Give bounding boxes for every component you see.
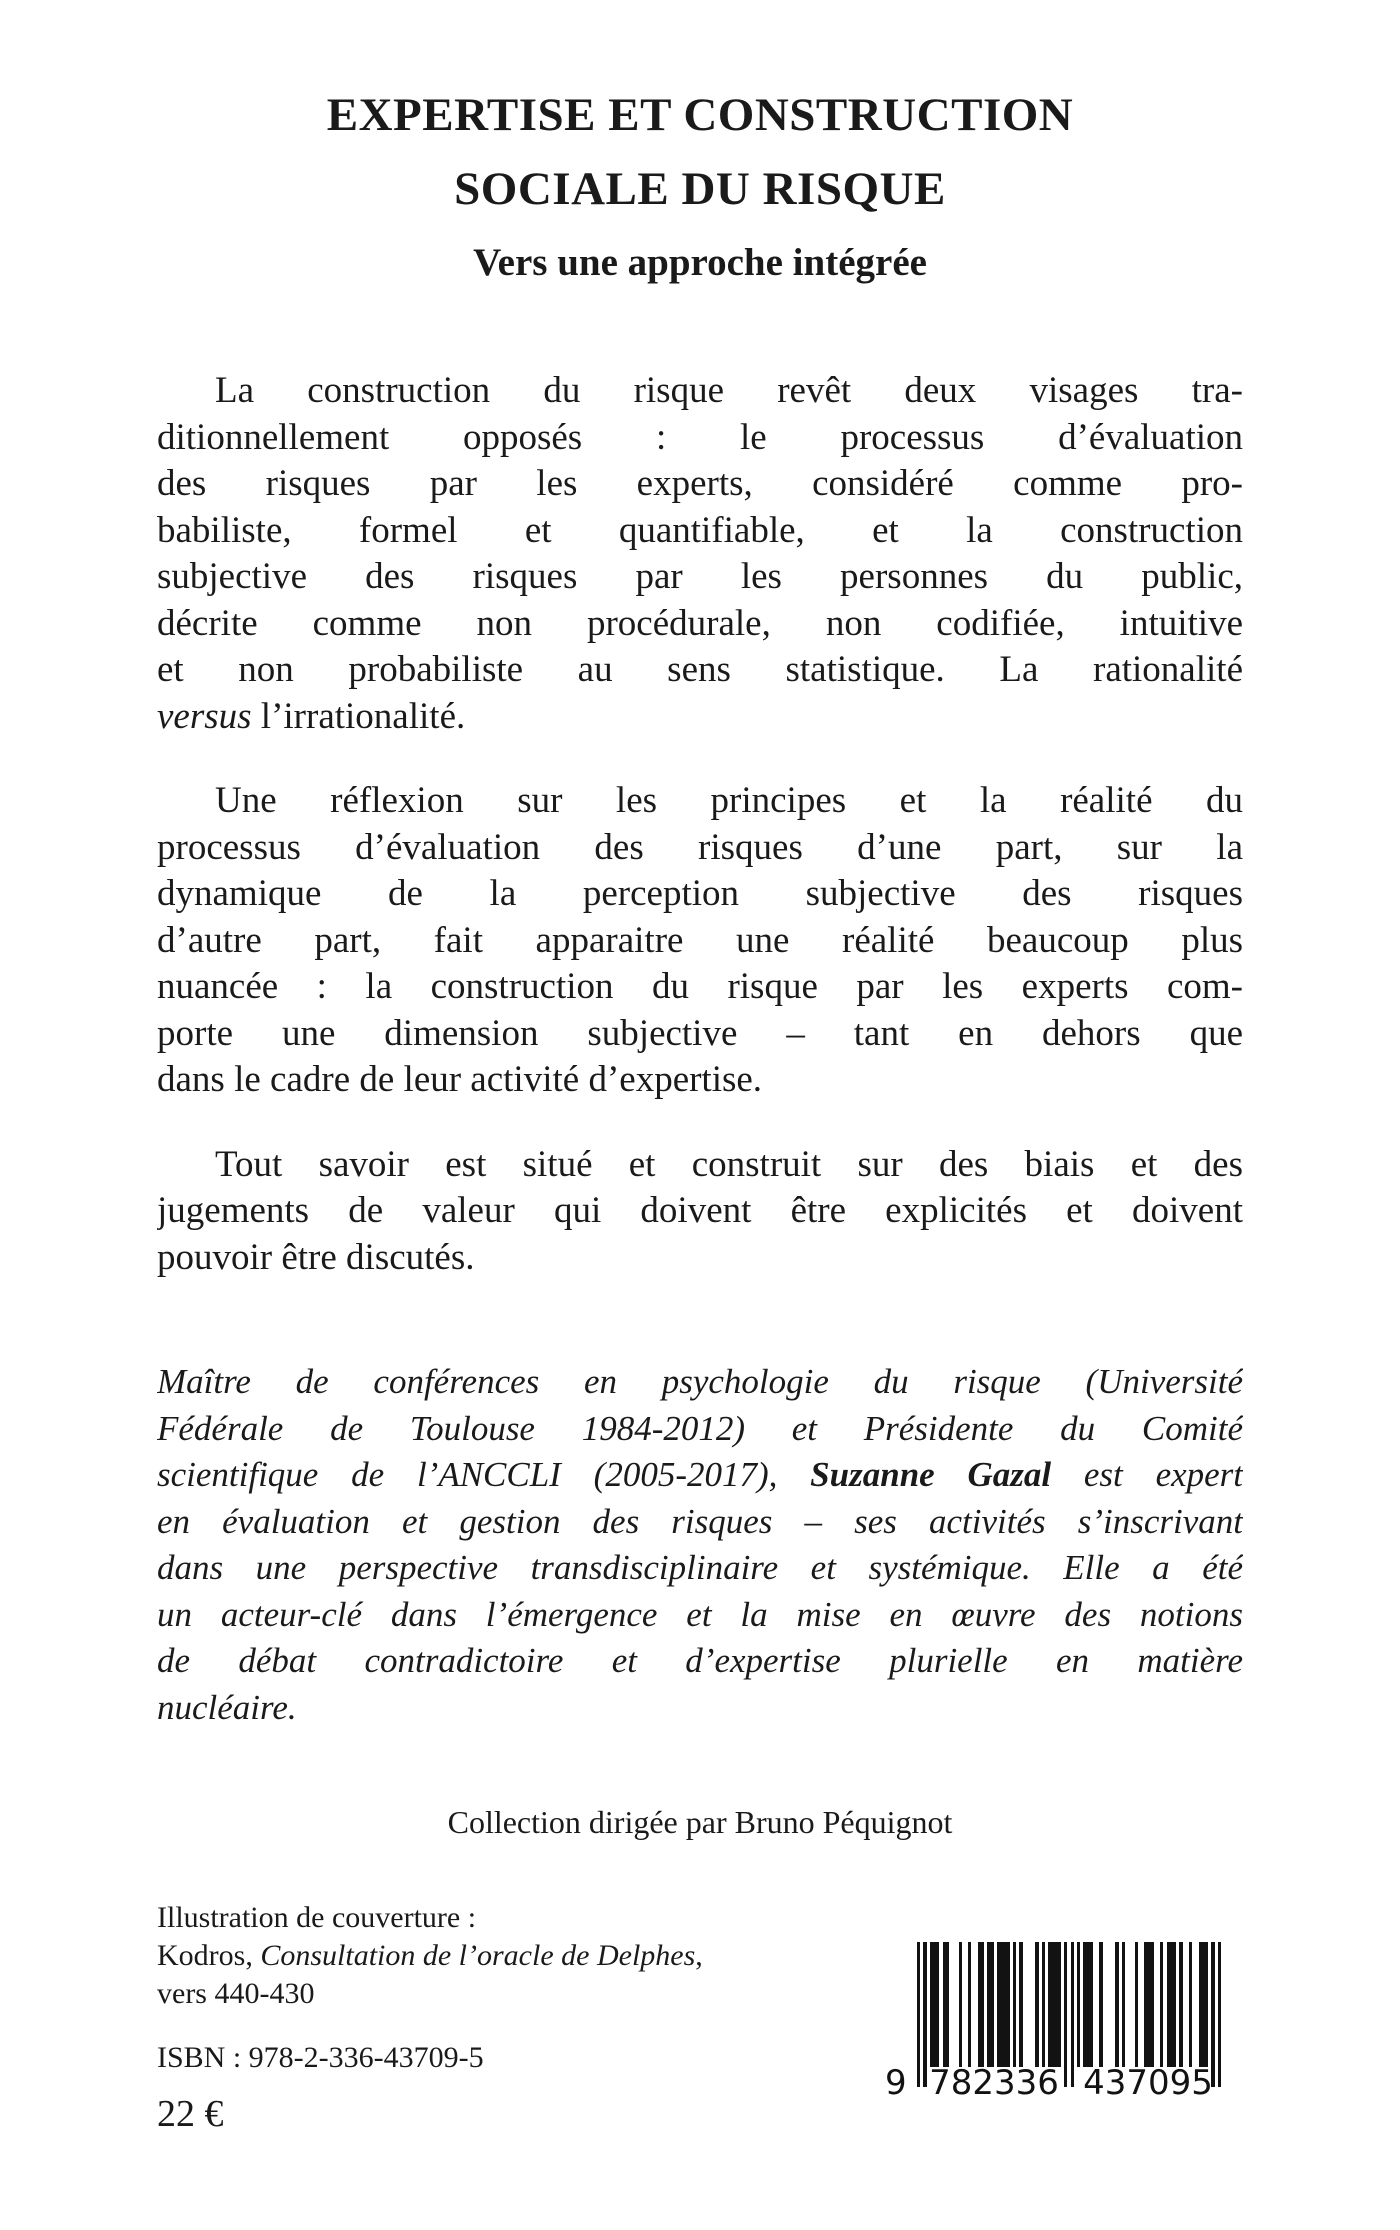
credit-line: vers 440-430 [157, 1977, 315, 2010]
synopsis-line: dynamique de la perception subjective des risques [157, 873, 1243, 914]
barcode-digit-group2: 437095 [1083, 2063, 1213, 2103]
barcode-digit-group1: 782336 [929, 2063, 1059, 2103]
book-title-line2: SOCIALE DU RISQUE [454, 163, 946, 215]
synopsis-line: des risques par les experts, considéré comme pro- [157, 463, 1243, 504]
versus-italic: versus [157, 695, 252, 737]
synopsis-line: processus d’évaluation des risques d’une part, sur la [157, 826, 1243, 868]
synopsis-line: porte une dimension subjective – tant en dehors que [157, 1012, 1243, 1054]
cover-content [157, 0, 1243, 2139]
synopsis-line: La construction du risque revêt deux visages tra- [215, 370, 1243, 411]
synopsis-line-rest: l’irrationalité. [251, 695, 466, 737]
bio-line-pre: scientifique de l’ANCCLI (2005-2017), [157, 1455, 811, 1494]
bio-line: en évaluation et gestion des risques – ses activités s’inscrivant [157, 1501, 1243, 1541]
barcode-digit-lead: 9 [885, 2063, 907, 2103]
synopsis-line: subjective des risques par les personnes du public, [157, 556, 1243, 597]
synopsis-line [157, 694, 1243, 741]
credit-line-post: , [695, 1939, 703, 1972]
synopsis-line: pouvoir être discutés. [157, 1236, 475, 1278]
synopsis-line: d’autre part, fait apparaitre une réalité beaucoup plus [157, 919, 1243, 961]
bio-line [157, 1452, 1243, 1499]
bio-line-post: est expert [1051, 1455, 1243, 1494]
synopsis-line: babiliste, formel et quantifiable, et la construction [157, 509, 1243, 551]
price: 22 € [157, 2093, 224, 2135]
bio-line: Fédérale de Toulouse 1984-2012) et Présidente du Comité [157, 1408, 1243, 1448]
synopsis-line: dans le cadre de leur activité d’expertise. [157, 1059, 763, 1100]
collection-note: Collection dirigée par Bruno Péquignot [447, 1804, 953, 1840]
barcode [885, 1942, 1257, 2107]
credit-artist: Kodros, [157, 1939, 261, 1972]
title-block [157, 0, 1243, 288]
synopsis-line: Tout savoir est situé et construit sur des biais et des [215, 1143, 1243, 1185]
bio-line: un acteur-clé dans l’émergence et la mise en œuvre des notions [157, 1594, 1243, 1634]
synopsis-paragraph-2 [157, 778, 1243, 1104]
bio-line: dans une perspective transdisciplinaire et systémique. Elle a été [157, 1548, 1243, 1587]
synopsis-paragraph-3 [157, 1142, 1243, 1282]
book-subtitle: Vers une approche intégrée [473, 241, 927, 284]
author-bio [157, 1359, 1243, 1731]
book-title-line1: EXPERTISE ET CONSTRUCTION [326, 89, 1074, 141]
synopsis-line: et non probabiliste au sens statistique. La rationalité [157, 649, 1243, 690]
synopsis-paragraph-1 [157, 368, 1243, 740]
bio-line: nucléaire. [157, 1687, 297, 1727]
author-name: Suzanne Gazal [810, 1455, 1052, 1494]
bio-line: de débat contradictoire et d’expertise plurielle en matière [157, 1641, 1243, 1680]
artwork-title: Consultation de l’oracle de Delphes [260, 1939, 696, 1972]
synopsis-line: ditionnellement opposés : le processus d’évaluation [157, 416, 1243, 458]
credit-line: Illustration de couverture : [157, 1901, 477, 1934]
synopsis-line: Une réflexion sur les principes et la réalité du [215, 780, 1243, 821]
synopsis-line: décrite comme non procédurale, non codifiée, intuitive [157, 602, 1243, 644]
isbn: ISBN : 978-2-336-43709-5 [157, 2041, 484, 2074]
synopsis-line: nuancée : la construction du risque par les experts com- [157, 966, 1243, 1007]
bio-line: Maître de conférences en psychologie du risque (Université [157, 1362, 1243, 1401]
synopsis-line: jugements de valeur qui doivent être explicités et doivent [157, 1190, 1243, 1231]
